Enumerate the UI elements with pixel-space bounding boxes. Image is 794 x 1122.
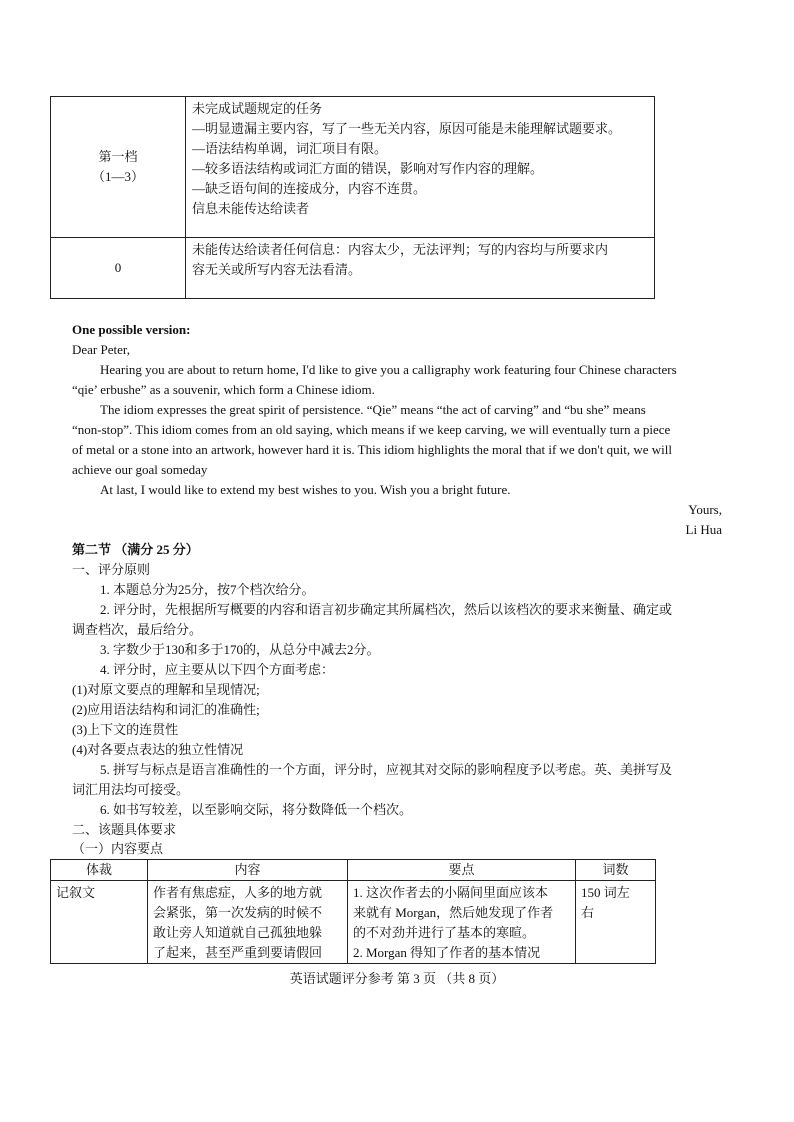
greeting: Dear Peter, (72, 342, 130, 357)
criteria-line: —较多语法结构或词汇方面的错误，影响对写作内容的理解。 (192, 161, 544, 176)
cell-line: 了起来，甚至严重到要请假回 (153, 945, 323, 960)
criteria-line: 未能传达给读者任何信息：内容太少，无法评判；写的内容均与所要求内 (192, 242, 609, 257)
content-table (50, 859, 656, 964)
page-footer: 英语试题评分参考 第 3 页 （共 8 页） (289, 971, 505, 986)
table-row (51, 881, 656, 964)
closing: Yours, (688, 502, 722, 517)
cell-line: 1. 这次作者去的小隔间里面应该本 (353, 885, 549, 900)
rule-line: 3. 字数少于130和多于170的，从总分中减去2分。 (100, 642, 380, 657)
rule-line: 词汇用法均可接受。 (72, 782, 190, 797)
paragraph-line: The idiom expresses the great spirit of persistence. “Qie” means “the act of carving” and “bu she” means (100, 402, 646, 417)
level-cell (51, 97, 186, 238)
cell-line: 敢让旁人知道就自己孤独地躲 (153, 925, 323, 940)
column-header: 内容 (148, 860, 348, 881)
points-cell (348, 881, 576, 964)
cell-line: 右 (581, 905, 595, 920)
level-range: （1—3） (91, 169, 144, 184)
criteria-cell (186, 97, 655, 238)
paragraph-line: “qie’ erbushe” as a souvenir, which form a Chinese idiom. (72, 382, 375, 397)
sample-heading: One possible version: (72, 322, 191, 337)
rule-line: 5. 拼写与标点是语言准确性的一个方面，评分时，应视其对交际的影响程度予以考虑。英、美拼写及 (100, 762, 673, 777)
column-header: 要点 (348, 860, 576, 881)
rule-line: 2. 评分时，先根据所写概要的内容和语言初步确定其所属档次，然后以该档次的要求来衡量、确定或 (100, 602, 673, 617)
rule-line: 1. 本题总分为25分，按7个档次给分。 (100, 582, 315, 597)
criteria-line: 容无关或所写内容无法看清。 (192, 262, 362, 277)
section-heading: 二、该题具体要求 (72, 822, 177, 837)
cell-line: 会紧张，第一次发病的时候不 (153, 905, 323, 920)
cell-line: 150 词左 (581, 885, 630, 900)
criteria-cell (186, 238, 655, 299)
criteria-line: —语法结构单调，词汇项目有限。 (192, 141, 388, 156)
level-cell (51, 238, 186, 299)
genre-cell: 记叙文 (51, 881, 148, 964)
section-heading: （一）内容要点 (72, 841, 164, 856)
column-header: 体裁 (51, 860, 148, 881)
criteria-line: —缺乏语句间的连接成分，内容不连贯。 (192, 181, 427, 196)
words-cell (576, 881, 656, 964)
cell-line: 来就有 Morgan，然后她发现了作者 (353, 905, 554, 920)
rule-line: 6. 如书写较差，以至影响交际，将分数降低一个档次。 (100, 802, 413, 817)
grading-table (50, 96, 655, 299)
signature: Li Hua (685, 522, 722, 537)
criteria-line: 未完成试题规定的任务 (192, 101, 323, 116)
paragraph-line: Hearing you are about to return home, I'd like to give you a calligraphy work featuring four Chinese characters (100, 362, 677, 377)
table-header-row (51, 860, 656, 881)
aspect-line: (1)对原文要点的理解和呈现情况; (72, 682, 260, 697)
cell-line: 2. Morgan 得知了作者的基本情况 (353, 945, 541, 960)
criteria-line: —明显遗漏主要内容，写了一些无关内容，原因可能是未能理解试题要求。 (192, 121, 622, 136)
paragraph-line: achieve our goal someday (72, 462, 208, 477)
paragraph-line: “non-stop”. This idiom comes from an old saying, which means if we keep carving, we will eventually turn a piece (72, 422, 671, 437)
aspect-line: (4)对各要点表达的独立性情况 (72, 742, 244, 757)
level-name: 0 (114, 260, 122, 275)
table-row (51, 97, 655, 238)
paragraph-line: of metal or a stone into an artwork, however hard it is. This idiom highlights the moral that if we don't quit, we will (72, 442, 672, 457)
cell-line: 的不对劲并进行了基本的寒暄。 (353, 925, 536, 940)
rule-line: 4. 评分时，应主要从以下四个方面考虑： (100, 662, 335, 677)
rule-line: 调查档次，最后给分。 (72, 622, 203, 637)
aspect-line: (3)上下文的连贯性 (72, 722, 179, 737)
paragraph-line: At last, I would like to extend my best wishes to you. Wish you a bright future. (100, 482, 511, 497)
section-title: 第二节 （满分 25 分） (72, 542, 199, 557)
cell-line: 作者有焦虑症，人多的地方就 (153, 885, 323, 900)
aspect-line: (2)应用语法结构和词汇的准确性; (72, 702, 260, 717)
table-row (51, 238, 655, 299)
criteria-line: 信息未能传达给读者 (192, 201, 310, 216)
column-header: 词数 (576, 860, 656, 881)
section-heading: 一、评分原则 (72, 562, 151, 577)
level-name: 第一档 (98, 149, 138, 164)
content-cell (148, 881, 348, 964)
